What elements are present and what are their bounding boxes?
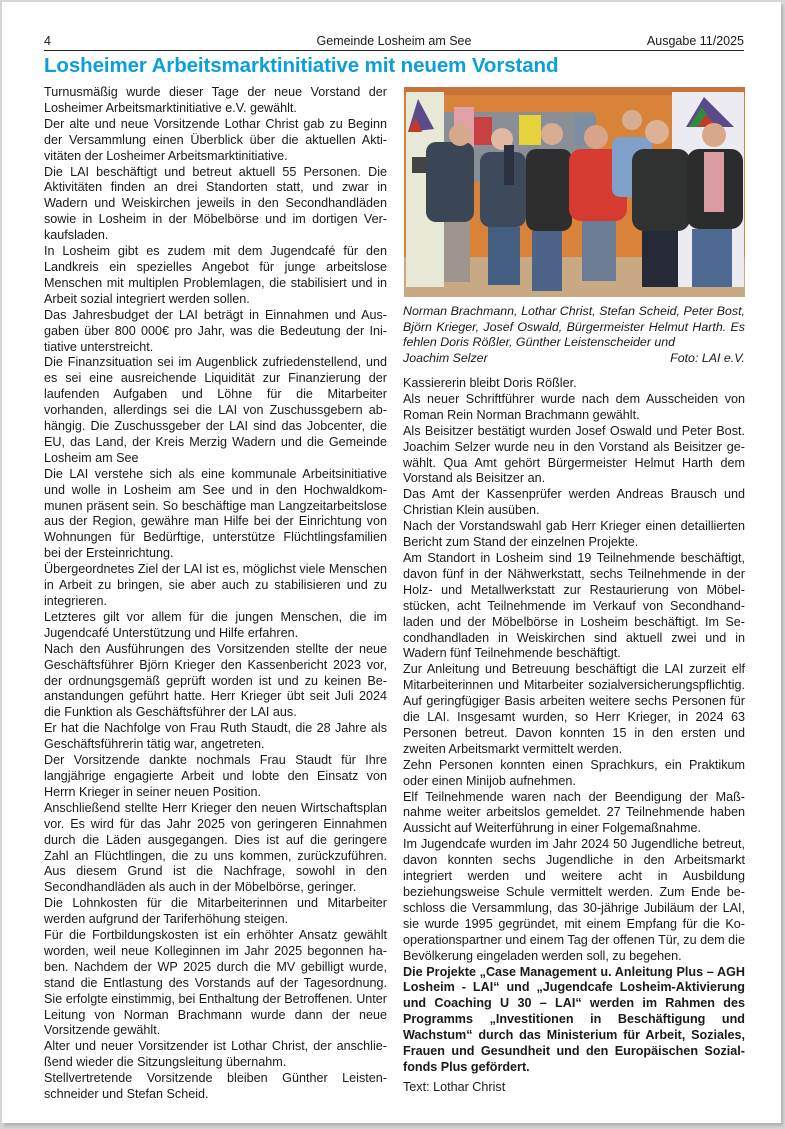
caption-credit-line xyxy=(403,351,745,367)
paragraph: Anschließend stellte Herr Krieger den neuen Wirtschaftsplan vor. Es wird für das Jahr 2025 von geringeren Einnahmen durch die Läden ausgegangen. Dies ist auf die geringere Zahl an Flüchtlingen, die zu uns kommen, zurückzuführen. Aus diesem Grund ist die Nachfrage, sowohl in den Secondhandläden als auch in der Möbelbörse, geringer. xyxy=(44,800,387,895)
page-number: 4 xyxy=(44,34,51,48)
paragraph: Alter und neuer Vorsitzender ist Lothar Christ, der anschließend wieder die Sitzungsleitung übernahm. xyxy=(44,1039,387,1070)
page-header xyxy=(44,32,744,51)
paragraph: Am Standort in Losheim sind 19 Teilnehmende beschäftigt, davon fünf in der Nähwerkstatt, sechs Teilnehmende in der Holz- und Metallwerkstatt zur Restaurierung von Möbelstücken, acht Teilnehmende im Verkauf von Secondhandladen und der Möbelbörse in Losheim beschäftigt. Im Secondhandladen in Weiskirchen sind aktuell zwei und in Wadern fünf Teilnehmende beschäftigt. xyxy=(403,550,745,661)
issue-label: Ausgabe 11/2025 xyxy=(646,34,744,48)
photo-credit: Foto: LAI e.V. xyxy=(670,350,745,365)
paragraph: Das Amt der Kassenprüfer werden Andreas Brausch und Christian Klein ausüben. xyxy=(403,487,745,518)
article-title: Losheimer Arbeitsmarktinitiative mit neuem Vorstand xyxy=(44,54,559,77)
paragraph: Die LAI beschäftigt und betreut aktuell 55 Personen. Die Aktivitäten finden an drei Standorten statt, und zwar in Wadern und Weiskirchen jeweils in den Secondhandläden sowie in Losheim in der Möbelbörse und im dortigen Verkaufsladen. xyxy=(44,164,387,243)
paragraph: Die Lohnkosten für die Mitarbeiterinnen und Mitarbeiter werden aufgrund der Tariferhöhung steigen. xyxy=(44,896,387,927)
paragraph: Der alte und neue Vorsitzende Lothar Christ gab zu Beginn der Versammlung einen Überblick über die aktuellen Aktivitäten der Losheimer Arbeitsmarktinitiative. xyxy=(44,116,387,163)
paragraph: Die LAI verstehe sich als eine kommunale Arbeitsinitiative und wolle in Losheim am See und in den Hochwaldkommunen präsent sein. So beschäftige man Langzeitarbeitslose aus der Region, gewähre man Hilfe bei der Einrichtung von Wohnungen für Bedürftige, unterstütze Flüchtlingsfamilien bei der Ersteinrichtung. xyxy=(44,466,387,561)
article-column-right xyxy=(403,376,745,1096)
paragraph: Er hat die Nachfolge von Frau Ruth Staudt, die 28 Jahre als Geschäftsführerin tätig war, angetreten. xyxy=(44,721,387,752)
publication-name: Gemeinde Losheim am See xyxy=(316,34,472,48)
paragraph: Die Finanzsituation sei im Augenblick zufriedenstellend, und es sei eine ausreichende Liquidität zur Finanzierung der laufenden Aufgaben und Löhne für die Mitarbeiter vorhanden, allerdings sei die LAI von Zuschussgebern abhängig. Die Zuschussgeber der LAI sind das Jobcenter, die EU, das Land, der Kreis Merzig Wadern und die Gemeinde Losheim am See xyxy=(44,355,387,465)
paragraph: Stellvertretende Vorsitzende bleiben Günther Leistenschneider und Stefan Scheid. xyxy=(44,1071,387,1102)
newspaper-page xyxy=(2,2,781,1123)
paragraph: Im Jugendcafe wurden im Jahr 2024 50 Jugendliche betreut, davon konnten sechs Jugendliche in den Arbeitsmarkt integriert werden und weitere acht in Ausbildung beziehungsweise Schule vermittelt werden. Zum Ende beschloss die Versammlung, das 30-jährige Jubiläum der LAI, sie wurde 1995 gegründet, mit einem Empfang für die Kooperationspartner und einem Tag der offenen Tür, zu dem die Bevölkerung eingeladen werden soll, zu begehen. xyxy=(403,837,745,963)
paragraph: Letzteres gilt vor allem für die jungen Menschen, die im Jugendcafé Unterstützung und Hilfe erfahren. xyxy=(44,609,387,640)
paragraph: Für die Fortbildungskosten ist ein erhöhter Ansatz gewählt worden, weil neue Kolleginnen im Jahr 2025 begonnen haben. Nachdem der WP 2025 durch die MV gebilligt wurde, stand die Entlastung des Vorstands auf der Tagesordnung. Sie erfolgte einstimmig, bei Enthaltung der Betroffenen. Unter Leitung von Norman Brachmann wurde dann der neue Vorsitzende gewählt. xyxy=(44,928,387,1038)
author-credit: Text: Lothar Christ xyxy=(403,1079,506,1094)
paragraph: Turnusmäßig wurde dieser Tage der neue Vorstand der Losheimer Arbeitsmarktinitiative e.V. gewählt. xyxy=(44,85,387,115)
paragraph: Als Beisitzer bestätigt wurden Josef Oswald und Peter Bost. Joachim Selzer wurde neu in den Vorstand als Beisitzer gewählt. Qua Amt gehört Bürgermeister Helmut Harth dem Vorstand als Beisitzer an. xyxy=(403,423,745,486)
paragraph: Übergeordnetes Ziel der LAI ist es, möglichst viele Menschen in Arbeit zu bringen, sie aber auch zu stabilisieren und zu integrieren. xyxy=(44,562,387,608)
paragraph: Nach den Ausführungen des Vorsitzenden stellte der neue Geschäftsführer Björn Krieger den Kassenbericht 2023 vor, der ordnungsgemäß geprüft worden ist und zu keinen Beanstandungen geführt hatte. Herr Krieger übt seit Juli 2024 die Funktion als Geschäftsführer der LAI aus. xyxy=(44,641,387,720)
paragraph: In Losheim gibt es zudem mit dem Jugendcafé für den Landkreis ein spezielles Angebot für junge arbeitslose Menschen mit multiplen Problemlagen, die stabilisiert und in Arbeit sozial integriert werden sollen. xyxy=(44,244,387,306)
paragraph: Zur Anleitung und Betreuung beschäftigt die LAI zurzeit elf Mitarbeiterinnen und Mitarbeiter sozialversicherungspflichtig. Auf geringfügiger Basis arbeiten weitere sechs Personen für die LAI. Insgesamt wurden, so Herr Krieger, in 2024 63 Personen betreut. Davon konnten 15 in den ersten und zweiten Arbeitsmarkt vermittelt werden. xyxy=(403,662,745,756)
paragraph: Kassiererin bleibt Doris Rößler. xyxy=(403,376,577,390)
paragraph: Das Jahresbudget der LAI beträgt in Einnahmen und Ausgaben über 800 000€ pro Jahr, was die Bedeutung der Initiative unterstreicht. xyxy=(44,307,387,354)
article-column-left xyxy=(44,85,387,1103)
paragraph: Elf Teilnehmende waren nach der Beendigung der Maßnahme weiter arbeitslos gemeldet. 27 Teilnehmende haben Aussicht auf Weiterführung in einer Folgemaßnahme. xyxy=(403,789,745,836)
paragraph: Nach der Vorstandswahl gab Herr Krieger einen detaillierten Bericht zum Stand der einzelnen Projekte. xyxy=(403,519,745,550)
paragraph: Zehn Personen konnten einen Sprachkurs, ein Praktikum oder einen Minijob aufnehmen. xyxy=(403,757,745,788)
paragraph: Als neuer Schriftführer wurde nach dem Ausscheiden von Roman Rein Norman Brachmann gewählt. xyxy=(403,391,745,422)
photo-caption xyxy=(403,304,745,366)
funding-note: Die Projekte „Case Management u. Anleitung Plus – AGH Losheim - LAI“ und „Jugendcafe Losheim-Aktivierung und Coaching U 30 – LAI“ werden im Rahmen des Programms „Investitionen in Beschäftigung und Wachstum“ durch das Ministerium für Arbeit, Soziales, Frauen und Gesundheit und den Europäischen Sozialfonds Plus gefördert. xyxy=(403,964,745,1074)
caption-text: Norman Brachmann, Lothar Christ, Stefan Scheid, Peter Bost, Björn Krieger, Josef Oswald, Bürgermeister Helmut Harth. Es fehlen Doris Rößler, Günther Leistenscheider und xyxy=(403,304,745,349)
caption-text-end: Joachim Selzer xyxy=(403,350,488,365)
group-photo xyxy=(404,87,745,297)
paragraph: Der Vorsitzende dankte nochmals Frau Staudt für Ihre langjährige engagierte Arbeit und lobte den Einsatz von Herrn Krieger in seiner neuen Position. xyxy=(44,753,387,799)
